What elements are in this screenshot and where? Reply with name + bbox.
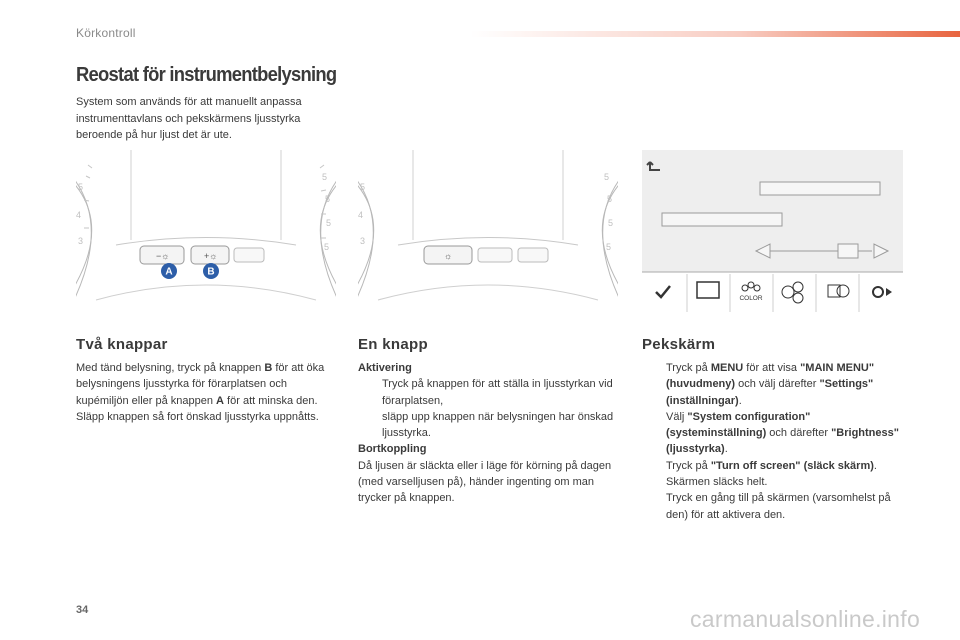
page-number: 34 <box>76 604 89 616</box>
touch-screen-illustration <box>642 150 903 312</box>
col2-bullet-1: Tryck på knappen för att ställa in ljusstyrkan vid förarplatsen, <box>382 378 613 407</box>
svg-text:3: 3 <box>78 236 84 246</box>
dashboard-illustration-two-buttons <box>76 150 336 312</box>
section-header: Körkontroll <box>76 26 136 40</box>
svg-text:5: 5 <box>324 242 330 252</box>
svg-text:5: 5 <box>608 218 614 228</box>
svg-text:−☼: −☼ <box>156 251 170 261</box>
watermark: carmanualsonline.info <box>690 606 921 632</box>
color-icon: COLOR <box>739 295 763 302</box>
badge-b: B <box>207 266 215 278</box>
col2-bullet-2: släpp upp knappen när belysningen har önskad ljusstyrka. <box>382 410 614 440</box>
svg-text:5: 5 <box>604 172 610 182</box>
col1-title: Två knappar <box>76 336 168 353</box>
col2-title: En knapp <box>358 336 428 353</box>
col3-bullet-1: Tryck på MENU för att visa "MAIN MENU" (huvudmeny) och välj därefter "Settings" (inställningar). <box>666 362 875 407</box>
col2-deactivation-text: Då ljusen är släckta eller i läge för körning på dagen (med varselljusen på), händer ingenting om man trycker på knappen. <box>358 459 612 505</box>
col3-body <box>642 360 910 523</box>
col3-bullet-3: Tryck på "Turn off screen" (släck skärm). Skärmen släcks helt. Tryck en gång till på skärmen (varsomhelst på den) för att aktivera den. <box>666 459 891 521</box>
col3-title: Pekskärm <box>642 336 716 353</box>
svg-text:☼: ☼ <box>444 251 453 261</box>
figure-two-buttons <box>76 150 336 312</box>
svg-text:4: 4 <box>358 210 364 220</box>
col2-body <box>358 360 620 507</box>
svg-text:5: 5 <box>325 194 331 204</box>
svg-text:4: 4 <box>76 210 82 220</box>
intro-text: System som används för att manuellt anpassa instrumenttavlans och pekskärmens ljusstyrka beroende på hur ljust det är ute. <box>76 96 302 141</box>
activation-heading: Aktivering <box>358 362 412 374</box>
badge-a: A <box>165 266 173 278</box>
figure-one-button <box>358 150 618 312</box>
svg-text:5: 5 <box>606 242 612 252</box>
deactivation-heading: Bortkoppling <box>358 443 427 456</box>
col1-body <box>76 360 336 425</box>
figure-touch-screen <box>642 150 903 312</box>
svg-text:5: 5 <box>360 182 366 192</box>
header-rule <box>470 31 960 37</box>
col1-paragraph: Med tänd belysning, tryck på knappen B för att öka belysningens ljusstyrka för förarplatsen och kupémiljön eller på knappen A för att minska den. <box>76 362 325 407</box>
svg-text:5: 5 <box>607 194 613 204</box>
svg-text:5: 5 <box>322 172 328 182</box>
svg-text:5: 5 <box>78 182 84 192</box>
page-title: Reostat för instrumentbelysning <box>76 64 337 86</box>
col1-release-text: Släpp knappen så fort önskad ljusstyrka uppnåtts. <box>76 410 319 423</box>
dashboard-illustration-one-button <box>358 150 618 312</box>
col3-bullet-2: Välj "System configuration" (systeminställning) och därefter "Brightness" (ljusstyrka). <box>666 410 899 456</box>
svg-text:+☼: +☼ <box>204 251 218 261</box>
svg-text:3: 3 <box>360 236 366 246</box>
svg-text:5: 5 <box>326 218 332 228</box>
